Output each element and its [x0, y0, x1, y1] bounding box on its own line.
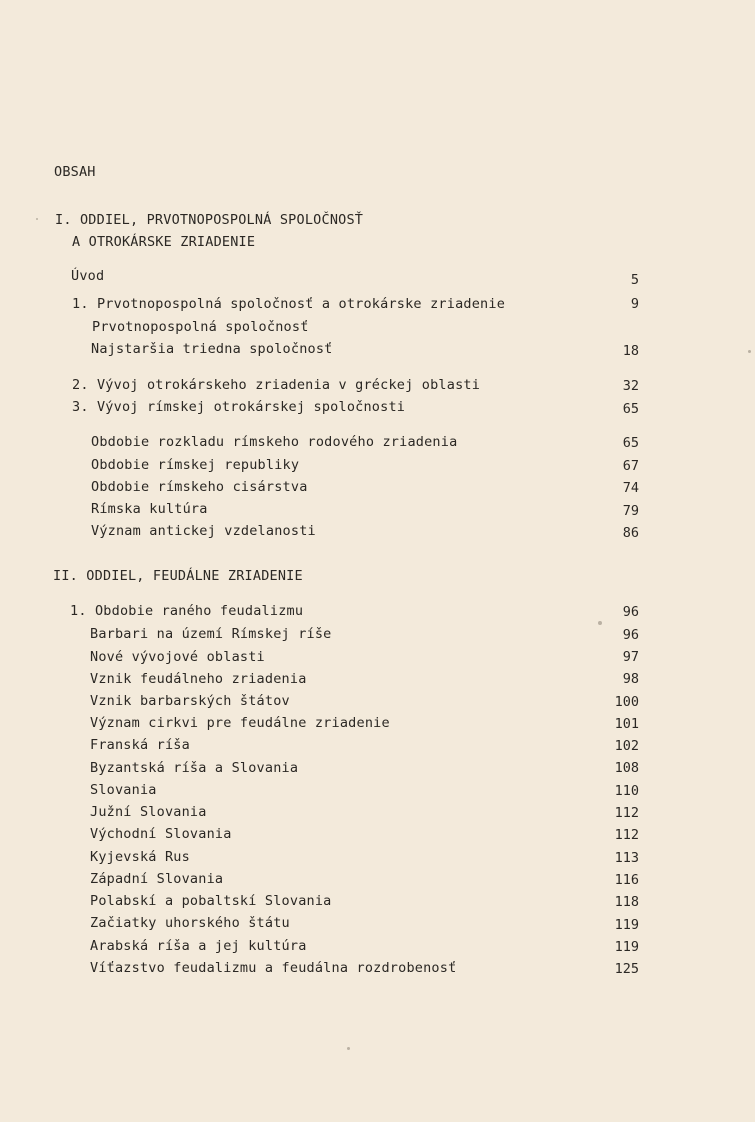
toc-entry-text: Polabskí a pobaltskí Slovania — [90, 893, 332, 909]
toc-entry-text: Byzantská ríša a Slovania — [90, 760, 299, 776]
contents-heading: OBSAH — [54, 164, 96, 180]
toc-entry-page: 97 — [622, 649, 639, 665]
toc-entry-page: 110 — [614, 783, 639, 799]
part-one-title-line1: I. ODDIEL, PRVOTNOPOSPOLNÁ SPOLOČNOSŤ — [55, 212, 364, 228]
toc-entry-text: 2. Vývoj otrokárskeho zriadenia v gréckej oblasti — [72, 377, 481, 393]
toc-entry-page: 67 — [622, 458, 639, 474]
toc-entry-text: Najstaršia triedna spoločnosť — [91, 341, 333, 357]
toc-entry-page: 108 — [614, 760, 639, 776]
toc-entry-page: 32 — [622, 378, 639, 394]
toc-entry-text: Obdobie rímskeho cisárstva — [91, 479, 308, 495]
toc-entry-page: 96 — [622, 627, 639, 643]
toc-entry-page: 96 — [622, 604, 639, 620]
paper-speck — [36, 218, 38, 220]
toc-entry-page: 113 — [614, 850, 639, 866]
toc-entry-page: 101 — [614, 716, 639, 732]
toc-entry-text: Franská ríša — [90, 737, 190, 753]
toc-entry-page: 119 — [614, 917, 639, 933]
toc-entry-text: Rímska kultúra — [91, 501, 208, 517]
toc-entry-page: 118 — [614, 894, 639, 910]
toc-entry-text: Začiatky uhorského štátu — [90, 915, 290, 931]
toc-entry-text: Kyjevská Rus — [90, 849, 190, 865]
toc-entry-page: 112 — [614, 827, 639, 843]
toc-entry-text: Význam antickej vzdelanosti — [91, 523, 316, 539]
toc-entry-text: Arabská ríša a jej kultúra — [90, 938, 307, 954]
toc-entry-text: 1. Obdobie raného feudalizmu — [70, 603, 304, 619]
toc-entry-text: Úvod — [71, 268, 105, 284]
toc-entry-page: 100 — [614, 694, 639, 710]
toc-entry-text: Východní Slovania — [90, 826, 232, 842]
toc-entry-text: Vznik feudálneho zriadenia — [90, 671, 307, 687]
toc-entry-text: Prvotnopospolná spoločnosť — [92, 319, 309, 335]
toc-entry-page: 119 — [614, 939, 639, 955]
toc-entry-page: 98 — [622, 671, 639, 687]
toc-entry-page: 102 — [614, 738, 639, 754]
toc-entry-page: 79 — [622, 503, 639, 519]
toc-entry-page: 125 — [614, 961, 639, 977]
paper-speck — [748, 350, 751, 353]
toc-entry-page: 112 — [614, 805, 639, 821]
part-one-title-line2: A OTROKÁRSKE ZRIADENIE — [72, 234, 256, 250]
toc-entry-text: Vznik barbarských štátov — [90, 693, 290, 709]
toc-entry-page: 18 — [622, 343, 639, 359]
toc-entry-text: Barbari na území Rímskej ríše — [90, 626, 332, 642]
toc-entry-text: Význam cirkvi pre feudálne zriadenie — [90, 715, 390, 731]
toc-entry-text: Nové vývojové oblasti — [90, 649, 265, 665]
part-two-title: II. ODDIEL, FEUDÁLNE ZRIADENIE — [53, 568, 303, 584]
toc-entry-text: Západní Slovania — [90, 871, 224, 887]
toc-entry-page: 9 — [630, 296, 639, 312]
toc-entry-text: Obdobie rozkladu rímskeho rodového zriadenia — [91, 434, 458, 450]
paper-speck — [347, 1047, 350, 1050]
toc-entry-page: 116 — [614, 872, 639, 888]
toc-entry-text: Obdobie rímskej republiky — [91, 457, 300, 473]
toc-entry-page: 86 — [622, 525, 639, 541]
paper-speck — [598, 621, 602, 625]
toc-entry-text: Víťazstvo feudalizmu a feudálna rozdrobenosť — [90, 960, 457, 976]
toc-entry-text: 3. Vývoj rímskej otrokárskej spoločnosti — [72, 399, 406, 415]
toc-entry-text: Slovania — [90, 782, 157, 798]
toc-entry-page: 5 — [630, 272, 639, 288]
toc-entry-page: 74 — [622, 480, 639, 496]
toc-entry-text: 1. Prvotnopospolná spoločnosť a otrokárske zriadenie — [72, 296, 506, 312]
toc-entry-text: Južní Slovania — [90, 804, 207, 820]
toc-entry-page: 65 — [622, 401, 639, 417]
toc-entry-page: 65 — [622, 435, 639, 451]
